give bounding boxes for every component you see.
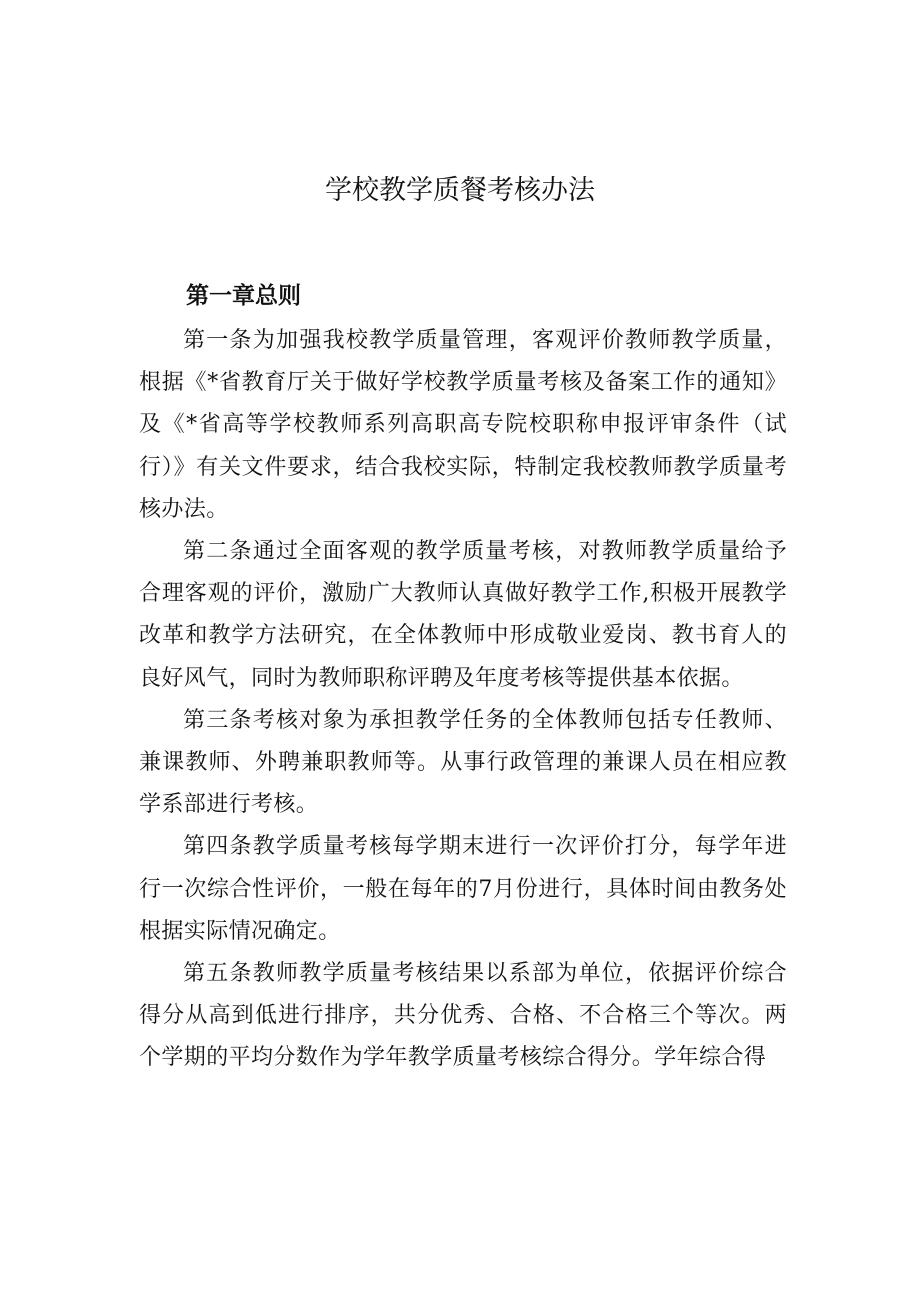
article-1-paragraph: 第一条为加强我校教学质量管理，客观评价教师教学质量，根据《*省教育厅关于做好学校教学质量考核及备案工作的通知》及《*省高等学校教师系列高职高专院校职称申报评审条件（试行）》有关文件要求，结合我校实际，特制定我校教师教学质量考核办法。 bbox=[139, 328, 787, 522]
chapter-heading: 第一章总则 bbox=[186, 283, 301, 309]
article-3-paragraph: 第三条考核对象为承担教学任务的全体教师包括专任教师、兼课教师、外聘兼职教师等。从事行政管理的兼课人员在相应教学系部进行考核。 bbox=[139, 707, 787, 818]
article-5-paragraph: 第五条教师教学质量考核结果以系部为单位，依据评价综合得分从高到低进行排序，共分优秀、合格、不合格三个等次。两个学期的平均分数作为学年教学质量考核综合得分。学年综合得 bbox=[139, 961, 787, 1071]
article-2-paragraph: 第二条通过全面客观的教学质量考核，对教师教学质量给予合理客观的评价，激励广大教师认真做好教学工作,积极开展教学改革和教学方法研究，在全体教师中形成敬业爱岗、教书育人的良好风气，同时为教师职称评聘及年度考核等提供基本依据。 bbox=[139, 539, 787, 691]
article-4-paragraph: 第四条教学质量考核每学期末进行一次评价打分，每学年进行一次综合性评价，一般在每年的7月份进行，具体时间由教务处根据实际情况确定。 bbox=[139, 834, 787, 944]
document-title: 学校教学质餐考核办法 bbox=[325, 175, 595, 206]
document-body bbox=[139, 320, 787, 1080]
